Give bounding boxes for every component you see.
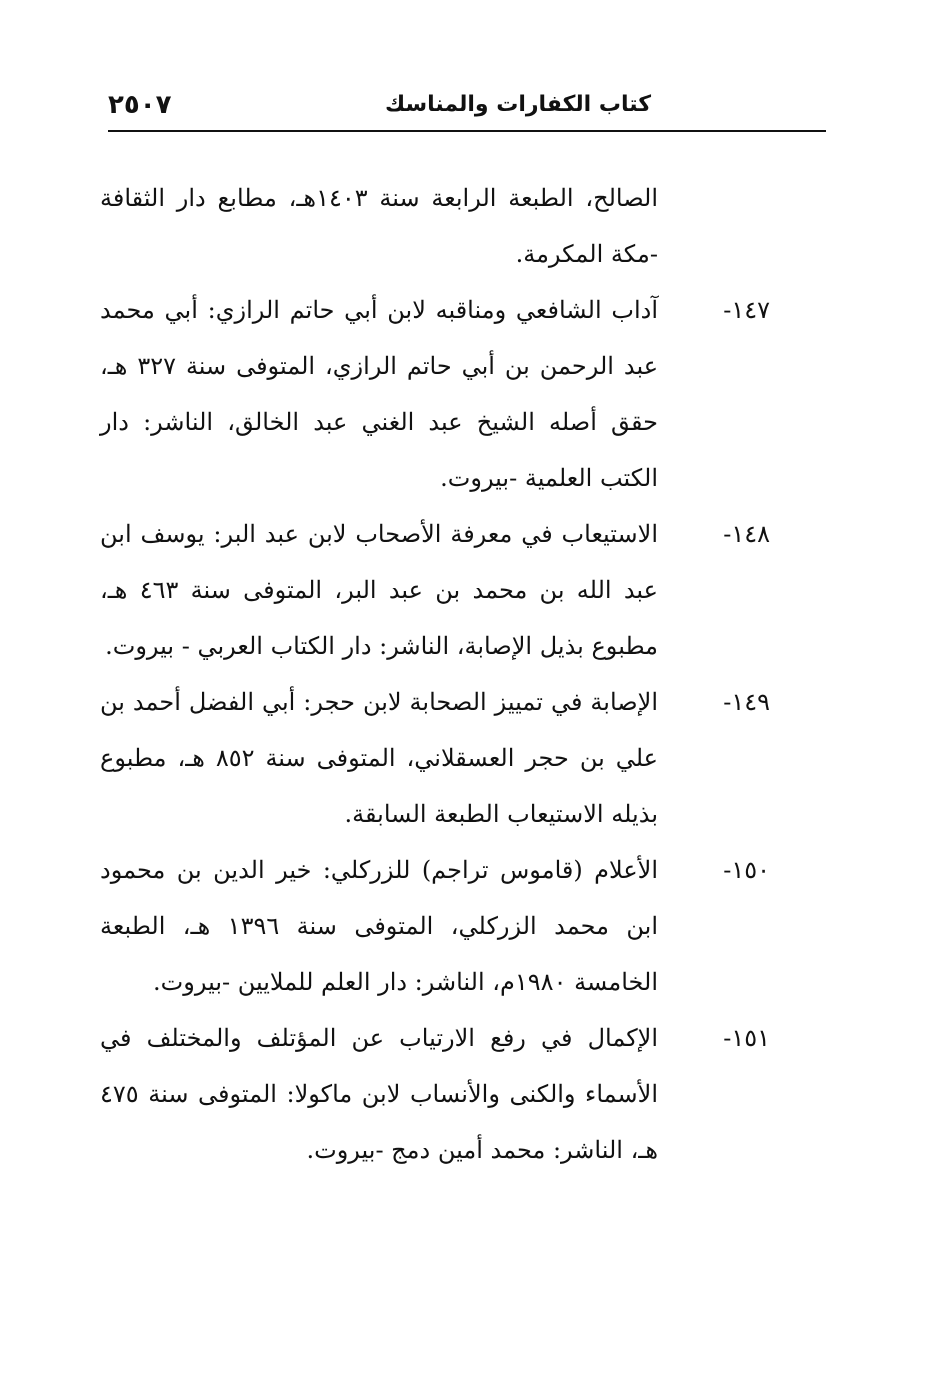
- entry-text: الأعلام (قاموس تراجم) للزركلي: خير الدين بن محمود ابن محمد الزركلي، المتوفى سنة ١٣٩٦ هـ، الطبعة الخامسة ١٩٨٠م، الناشر: دار العلم للملايين -بيروت.: [100, 856, 658, 996]
- header-rule: [108, 130, 826, 132]
- entry-text: الإصابة في تمييز الصحابة لابن حجر: أبي الفضل أحمد بن علي بن حجر العسقلاني، المتوفى سنة ٨٥٢ هـ، مطبوع بذيله الاستيعاب الطبعة السابقة.: [100, 688, 658, 828]
- bibliography-list: [100, 170, 770, 1178]
- bibliography-entry: [100, 282, 770, 506]
- page-header: [108, 82, 826, 126]
- entry-number: ١٥٠-: [723, 856, 770, 884]
- running-title: كتاب الكفارات والمناسك: [384, 92, 652, 117]
- entry-number: ١٤٨-: [723, 520, 770, 548]
- bibliography-entry: [100, 1010, 770, 1178]
- page-number: ٢٥٠٧: [108, 90, 172, 120]
- entry-number: ١٤٧-: [723, 296, 770, 324]
- bibliography-entry: [100, 842, 770, 1010]
- entry-text: الإكمال في رفع الارتياب عن المؤتلف والمختلف في الأسماء والكنى والأنساب لابن ماكولا: المتوفى سنة ٤٧٥ هـ، الناشر: محمد أمين دمج -بيروت.: [100, 1024, 658, 1164]
- entry-number: ١٤٩-: [723, 688, 770, 716]
- entry-number: ١٥١-: [723, 1024, 770, 1052]
- continuation-paragraph: الصالح، الطبعة الرابعة سنة ١٤٠٣هـ، مطابع دار الثقافة -مكة المكرمة.: [100, 184, 659, 268]
- bibliography-entry: [100, 506, 770, 674]
- entry-text: آداب الشافعي ومناقبه لابن أبي حاتم الرازي: أبي محمد عبد الرحمن بن أبي حاتم الرازي، المتوفى سنة ٣٢٧ هـ، حقق أصله الشيخ عبد الغني عبد الخالق، الناشر: دار الكتب العلمية -بيروت.: [100, 296, 659, 492]
- bibliography-entry: [100, 674, 770, 842]
- entry-text: الاستيعاب في معرفة الأصحاب لابن عبد البر: يوسف ابن عبد الله بن محمد بن عبد البر، المتوفى سنة ٤٦٣ هـ، مطبوع بذيل الإصابة، الناشر: دار الكتاب العربي - بيروت.: [100, 520, 658, 660]
